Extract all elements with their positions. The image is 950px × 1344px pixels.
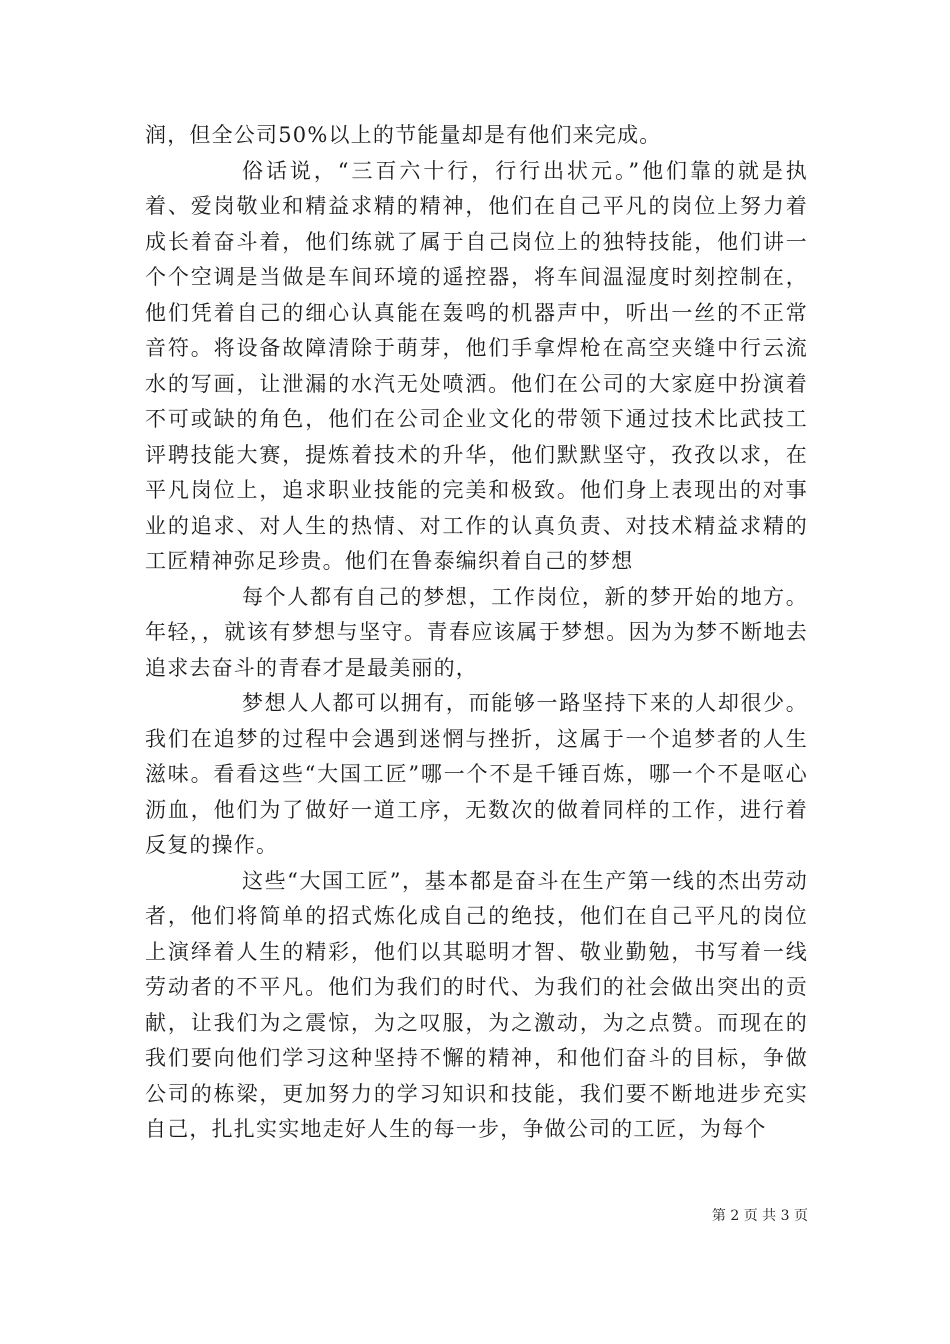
paragraph-2: 俗话说，“三百六十行，行行出状元。”他们靠的就是执着、爱岗敬业和精益求精的精神，他们在自己平凡的岗位上努力着成长着奋斗着，他们练就了属于自己岗位上的独特技能，他们讲一个个空调是当做是车间环境的遥控器，将车间温湿度时刻控制在，他们凭着自己的细心认真能在轰鸣的机器声中，听出一丝的不正常音符。将设备故障清除于萌芽，他们手拿焊枪在高空夹缝中行云流水的写画，让泄漏的水汽无处喷洒。他们在公司的大家庭中扮演着不可或缺的角色，他们在公司企业文化的带领下通过技术比武技工评聘技能大赛，提炼着技术的升华，他们默默坚守，孜孜以求，在平凡岗位上，追求职业技能的完美和极致。他们身上表现出的对事业的追求、对人生的热情、对工作的认真负责、对技术精益求精的工匠精神弥足珍贵。他们在鲁泰编织着自己的梦想 bbox=[145, 158, 808, 573]
page-number-footer: 第 2 页 共 3 页 bbox=[711, 1208, 808, 1224]
document-page bbox=[145, 118, 808, 1148]
paragraph-4: 梦想人人都可以拥有，而能够一路坚持下来的人却很少。我们在追梦的过程中会遇到迷惘与挫折，这属于一个追梦者的人生滋味。看看这些“大国工匠”哪一个不是千锤百炼，哪一个不是呕心沥血，他们为了做好一道工序，无数次的做着同样的工作，进行着反复的操作。 bbox=[145, 691, 808, 857]
paragraph-3: 每个人都有自己的梦想，工作岗位，新的梦开始的地方。年轻，，就该有梦想与坚守。青春应该属于梦想。因为为梦不断地去追求去奋斗的青春才是最美丽的， bbox=[145, 584, 808, 680]
paragraph-1: 润，但全公司50%以上的节能量却是有他们来完成。 bbox=[145, 123, 662, 147]
paragraph-5: 这些“大国工匠”，基本都是奋斗在生产第一线的杰出劳动者，他们将简单的招式炼化成自己的绝技，他们在自己平凡的岗位上演绎着人生的精彩，他们以其聪明才智、敬业勤勉，书写着一线劳动者的不平凡。他们为我们的时代、为我们的社会做出突出的贡献，让我们为之震惊，为之叹服，为之激动，为之点赞。而现在的我们要向他们学习这种坚持不懈的精神，和他们奋斗的目标，争做公司的栋梁，更加努力的学习知识和技能，我们要不断地进步充实自己，扎扎实实地走好人生的每一步，争做公司的工匠，为每个 bbox=[145, 868, 808, 1141]
